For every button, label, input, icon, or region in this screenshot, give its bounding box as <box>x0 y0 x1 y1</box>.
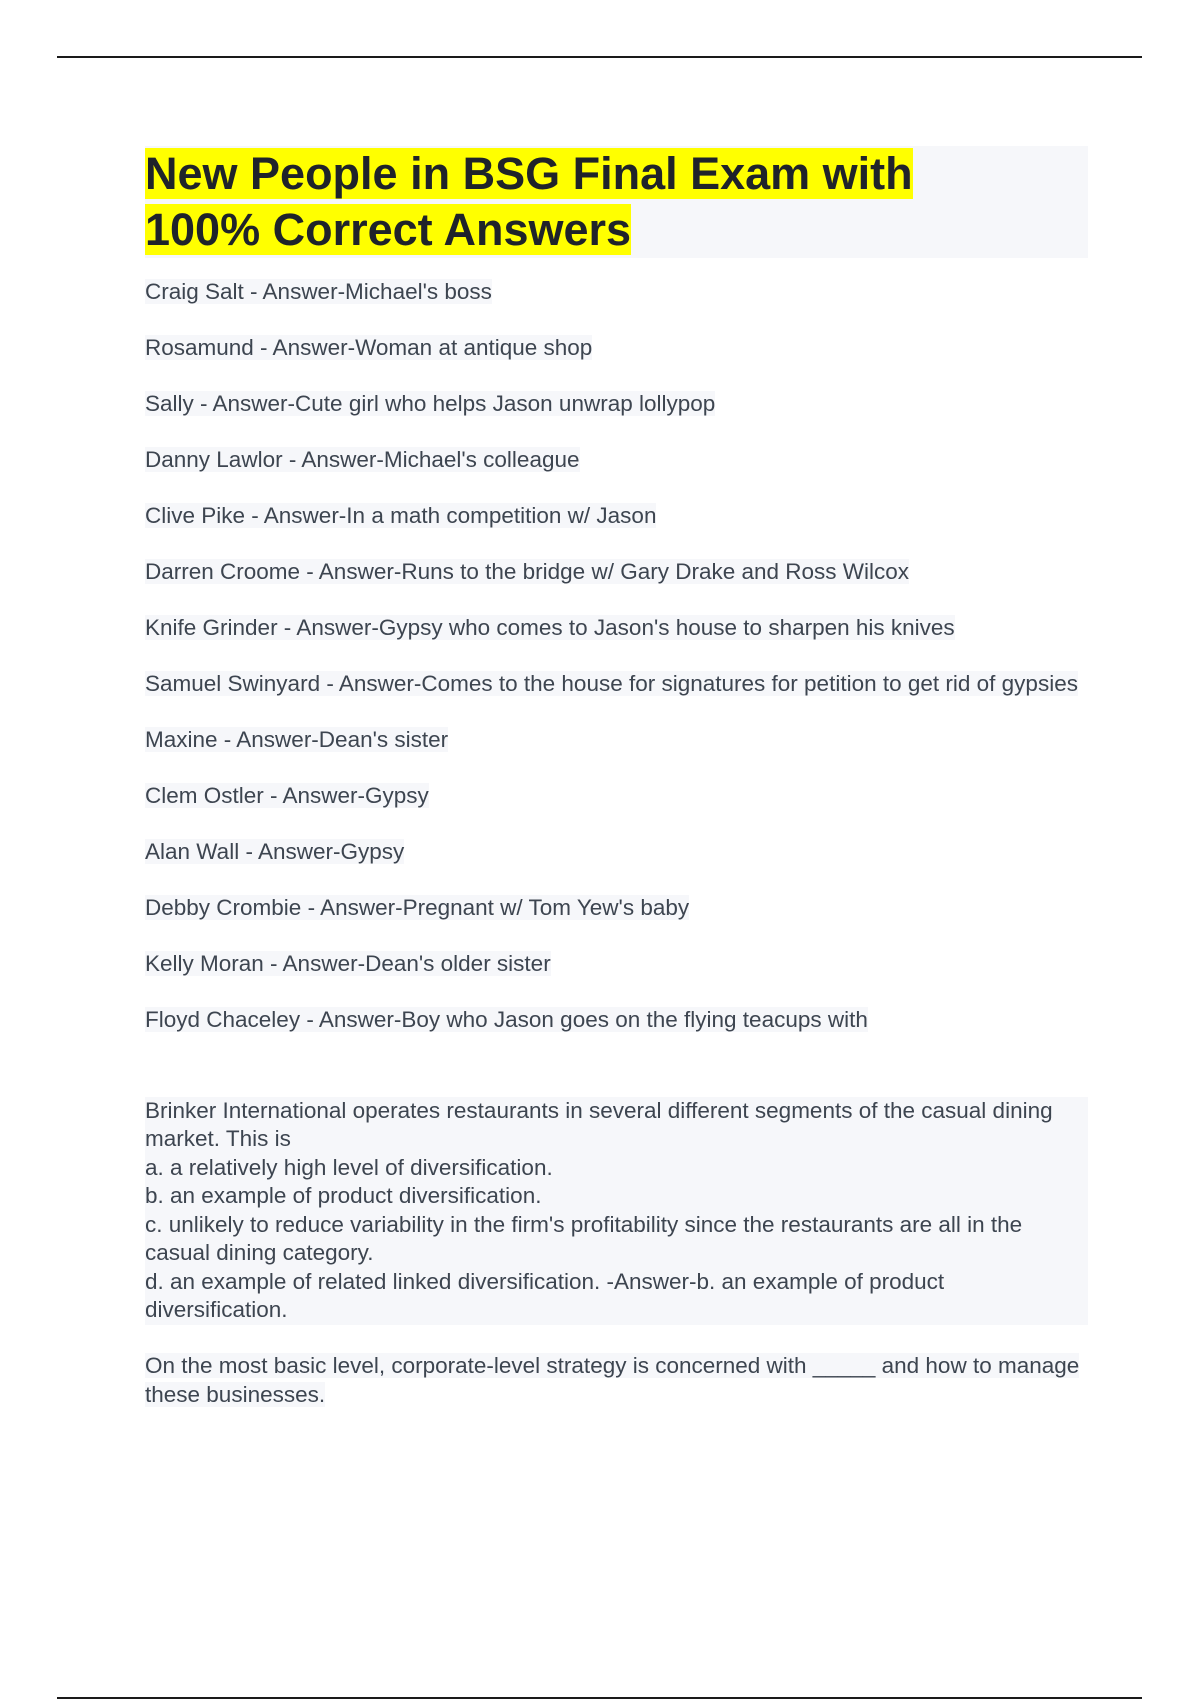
flashcard-item: Alan Wall - Answer-Gypsy <box>145 839 405 864</box>
question-stem: Brinker International operates restaurants in several different segments of the casual dining market. This is <box>145 1097 1088 1154</box>
flashcard-item: Clem Ostler - Answer-Gypsy <box>145 783 429 808</box>
title-line-1: New People in BSG Final Exam with <box>145 148 913 199</box>
document-body <box>145 146 1088 1437</box>
header-rule <box>57 56 1142 58</box>
flashcard-item: Darren Croome - Answer-Runs to the bridge w/ Gary Drake and Ross Wilcox <box>145 559 910 584</box>
flashcard-item: Sally - Answer-Cute girl who helps Jason unwrap lollypop <box>145 391 716 416</box>
title-line-2: 100% Correct Answers <box>145 204 632 255</box>
flashcard-item: Debby Crombie - Answer-Pregnant w/ Tom Yew's baby <box>145 895 690 920</box>
flashcard-item: Knife Grinder - Answer-Gypsy who comes to Jason's house to sharpen his knives <box>145 615 955 640</box>
flashcard-item: Floyd Chaceley - Answer-Boy who Jason goes on the flying teacups with <box>145 1007 868 1032</box>
flashcard-item: Craig Salt - Answer-Michael's boss <box>145 279 492 304</box>
flashcard-item: Rosamund - Answer-Woman at antique shop <box>145 335 593 360</box>
flashcard-list <box>145 278 1088 1409</box>
footer-rule <box>57 1697 1142 1699</box>
question-corporate-strategy: On the most basic level, corporate-level strategy is concerned with _____ and how to manage these businesses. <box>145 1353 1080 1407</box>
option-d-with-answer: d. an example of related linked diversification. -Answer-b. an example of product diversification. <box>145 1268 1088 1325</box>
option-a: a. a relatively high level of diversification. <box>145 1154 1088 1183</box>
flashcard-item: Samuel Swinyard - Answer-Comes to the house for signatures for petition to get rid of gypsies <box>145 671 1078 696</box>
flashcard-item: Maxine - Answer-Dean's sister <box>145 727 449 752</box>
option-b: b. an example of product diversification. <box>145 1182 1088 1211</box>
title-block <box>145 146 1088 258</box>
question-brinker <box>145 1097 1088 1325</box>
document-title <box>145 146 1088 258</box>
option-c: c. unlikely to reduce variability in the firm's profitability since the restaurants are all in the casual dining category. <box>145 1211 1088 1268</box>
flashcard-item: Kelly Moran - Answer-Dean's older sister <box>145 951 551 976</box>
flashcard-item: Danny Lawlor - Answer-Michael's colleague <box>145 447 580 472</box>
flashcard-item: Clive Pike - Answer-In a math competition w/ Jason <box>145 503 657 528</box>
